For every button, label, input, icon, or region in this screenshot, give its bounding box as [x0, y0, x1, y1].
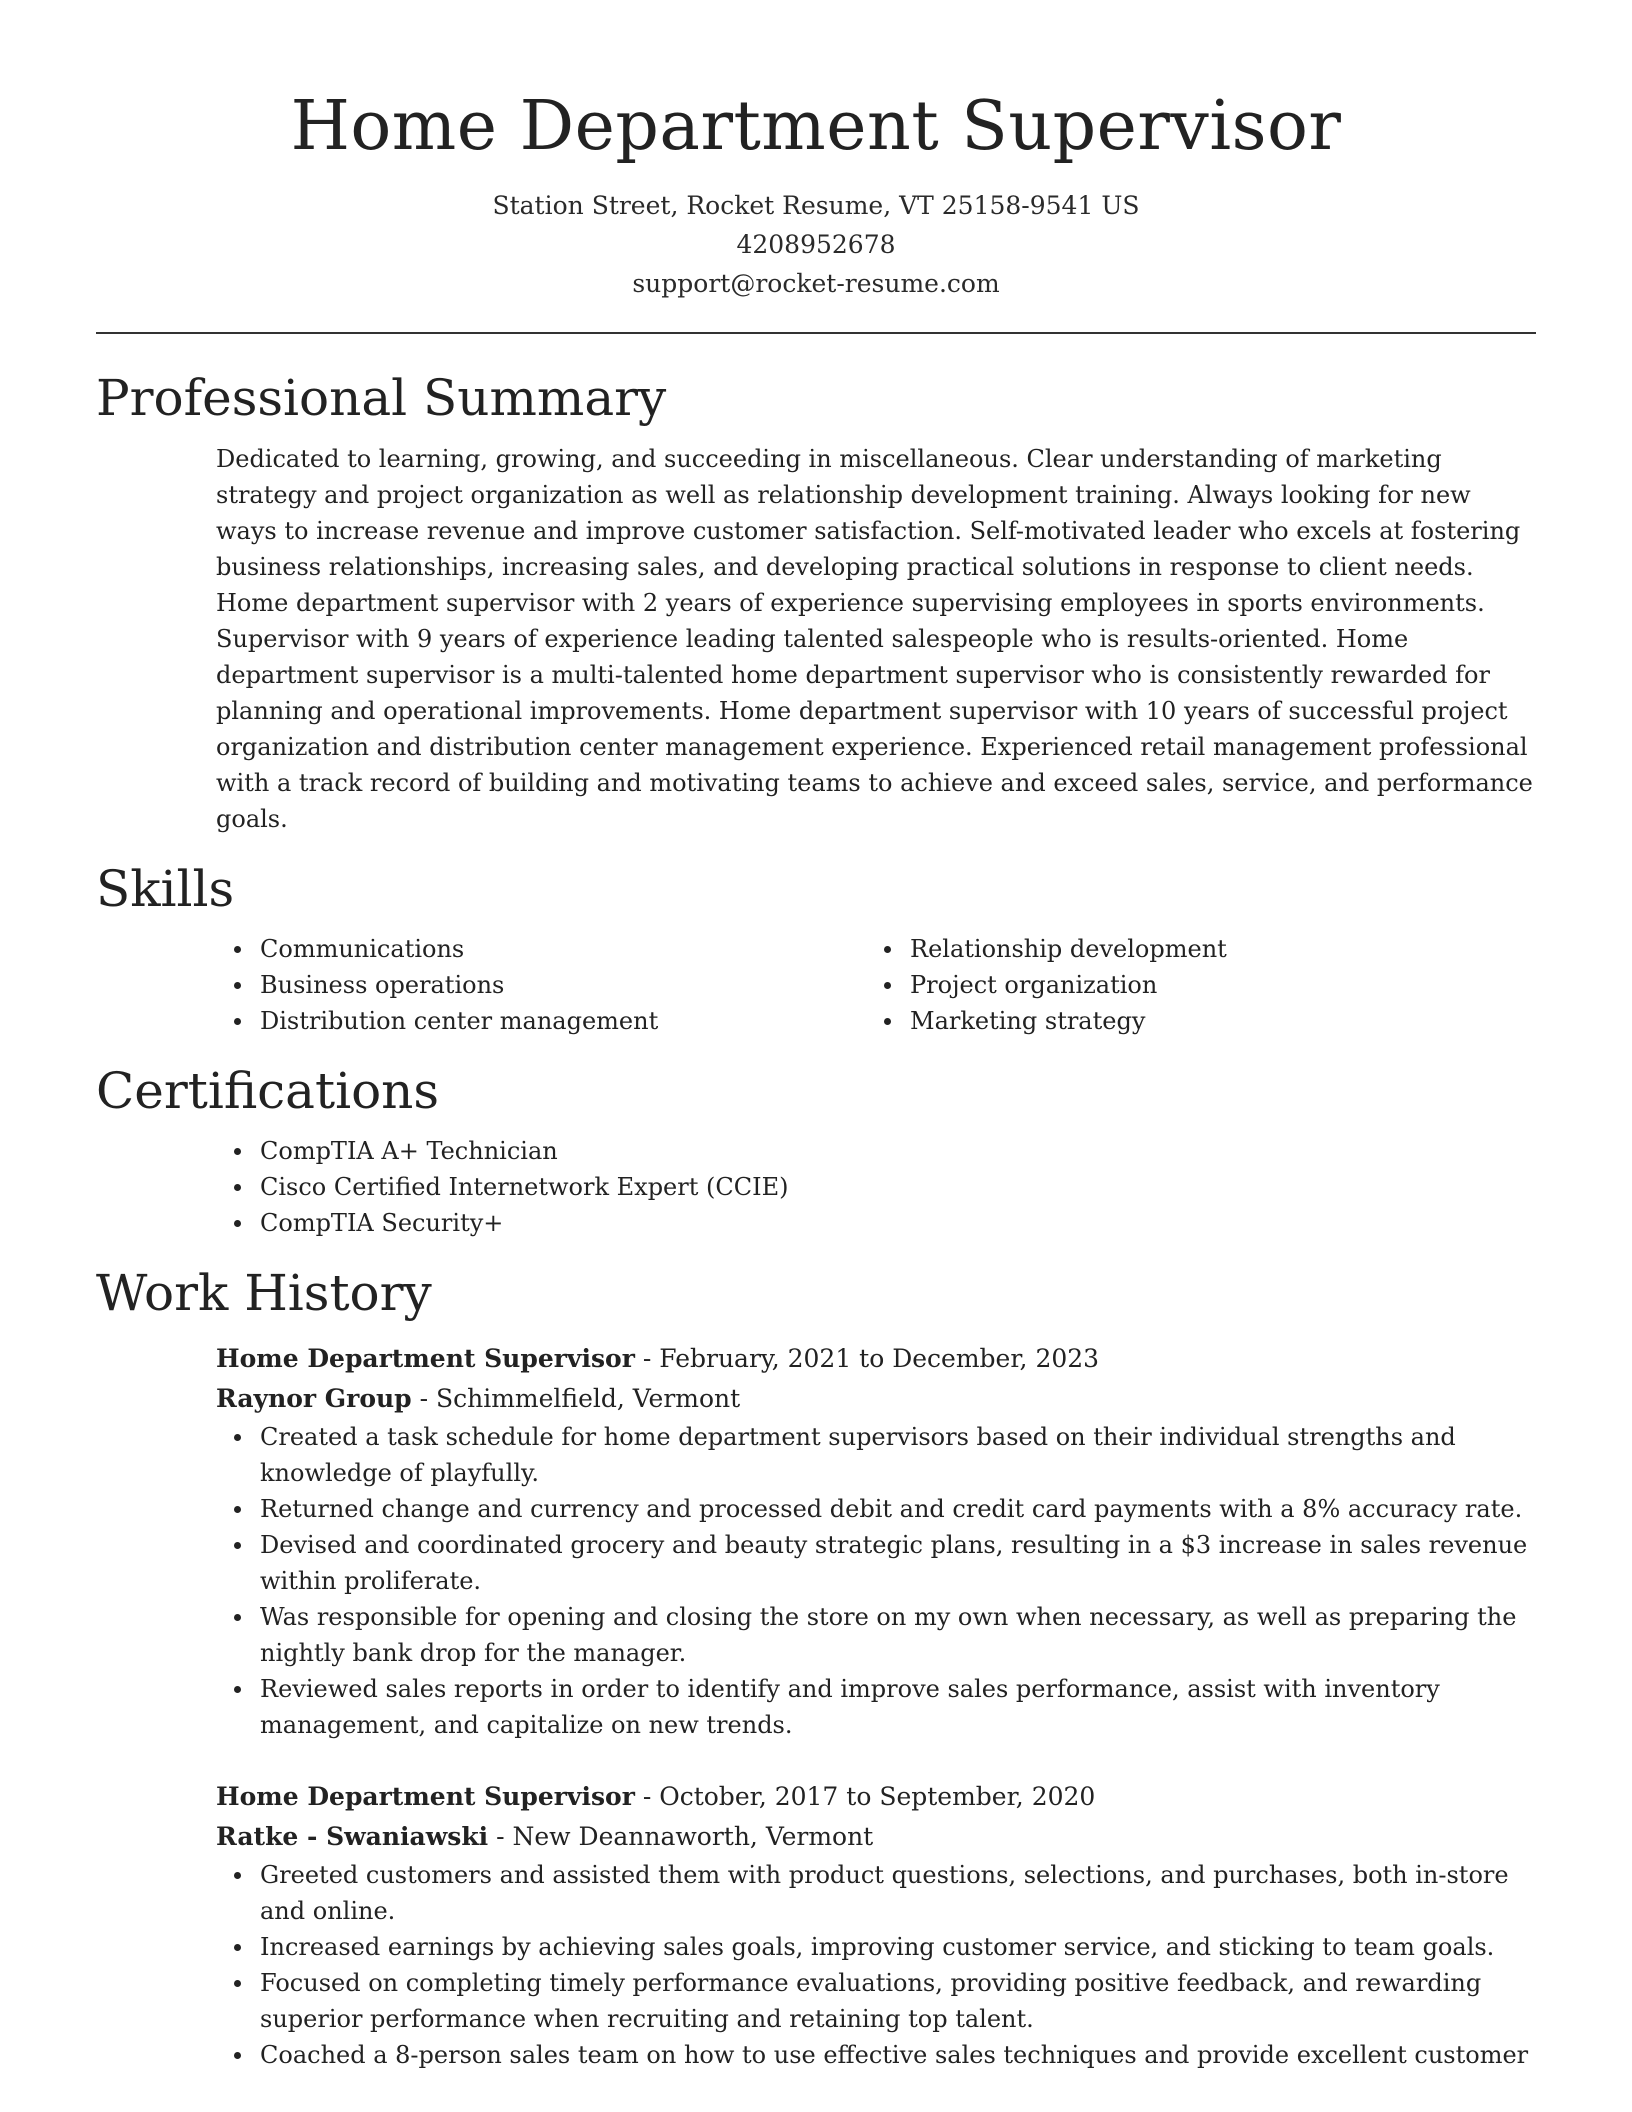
candidate-name: Home Department Supervisor [290, 87, 1342, 166]
section-heading-certifications: Certifications [96, 1062, 440, 1120]
job-duty-item: Devised and coordinated grocery and beauty strategic plans, resulting in a $3 increase in sales revenue within proliferate. [260, 1527, 1536, 1599]
certifications-section [96, 1061, 1536, 1241]
skills-column-left [216, 931, 866, 1039]
job-company-line [216, 1379, 1536, 1419]
skill-item: Business operations [260, 967, 866, 1003]
skills-column-right [866, 931, 1516, 1039]
section-heading-skills: Skills [96, 860, 235, 918]
job-duty-item: Reviewed sales reports in order to identify and improve sales performance, assist with inventory management, and capitalize on new trends. [260, 1671, 1536, 1743]
resume-page [96, 0, 1536, 2073]
job-dates: - February, 2021 to December, 2023 [634, 1344, 1100, 1373]
contact-info [96, 186, 1536, 303]
skill-item: Marketing strategy [910, 1003, 1516, 1039]
job-entry [216, 1339, 1536, 1743]
phone-number: 4208952678 [736, 230, 896, 259]
job-duty-item: Was responsible for opening and closing the store on my own when necessary, as well as preparing the nightly bank drop for the manager. [260, 1599, 1536, 1671]
skills-section [96, 859, 1536, 1039]
job-duty-item: Greeted customers and assisted them with product questions, selections, and purchases, both in-store and online. [260, 1857, 1536, 1929]
job-duty-item: Increased earnings by achieving sales goals, improving customer service, and sticking to team goals. [260, 1929, 1536, 1965]
header-divider [96, 332, 1536, 334]
job-company-line [216, 1817, 1536, 1857]
skill-item: Communications [260, 931, 866, 967]
certifications-list-wrap [216, 1133, 1536, 1241]
job-duty-item: Returned change and currency and processed debit and credit card payments with a 8% accuracy rate. [260, 1491, 1536, 1527]
skills-list-left [216, 931, 866, 1039]
certification-item: CompTIA Security+ [260, 1205, 1536, 1241]
job-entry [216, 1777, 1536, 2073]
job-location: - Schimmelfield, Vermont [411, 1384, 741, 1413]
company-name: Ratke - Swaniawski [216, 1822, 489, 1851]
certification-item: CompTIA A+ Technician [260, 1133, 1536, 1169]
job-location: - New Deannaworth, Vermont [488, 1822, 874, 1851]
job-title: Home Department Supervisor [216, 1782, 635, 1811]
summary-paragraph: Dedicated to learning, growing, and succeeding in miscellaneous. Clear understanding of marketing strategy and project organization as well as relationship development training. Always looking for new ways to increase revenue and improve customer satisfaction. Self-motivated leader who excels at fostering business relationships, increasing sales, and developing practical solutions in response to client needs. Home department supervisor with 2 years of experience supervising employees in sports environments. Supervisor with 9 years of experience leading talented salespeople who is results-oriented. Home department supervisor is a multi-talented home department supervisor who is consistently rewarded for planning and operational improvements. Home department supervisor with 10 years of successful project organization and distribution center management experience. Experienced retail management professional with a track record of building and motivating teams to achieve and exceed sales, service, and performance goals. [216, 445, 1533, 833]
resume-header [96, 0, 1536, 303]
professional-summary-section [96, 368, 1536, 837]
skills-grid [216, 931, 1536, 1039]
certification-item: Cisco Certified Internetwork Expert (CCIE) [260, 1169, 1536, 1205]
skill-item: Project organization [910, 967, 1516, 1003]
work-history-section [96, 1263, 1536, 2073]
job-title: Home Department Supervisor [216, 1344, 635, 1373]
certifications-list [216, 1133, 1536, 1241]
job-duty-item: Focused on completing timely performance evaluations, providing positive feedback, and rewarding superior performance when recruiting and retaining top talent. [260, 1965, 1536, 2037]
skills-list-right [866, 931, 1516, 1039]
job-duties-list [216, 1857, 1536, 2073]
company-name: Raynor Group [216, 1384, 412, 1413]
job-duty-item: Coached a 8-person sales team on how to use effective sales techniques and provide excellent customer [260, 2037, 1536, 2073]
job-duty-item: Created a task schedule for home department supervisors based on their individual strengths and knowledge of playfully. [260, 1419, 1536, 1491]
section-heading-summary: Professional Summary [96, 369, 667, 427]
skill-item: Distribution center management [260, 1003, 866, 1039]
address: Station Street, Rocket Resume, VT 25158-9541 US [492, 191, 1140, 220]
skill-item: Relationship development [910, 931, 1516, 967]
job-title-line [216, 1339, 1536, 1379]
section-heading-work-history: Work History [96, 1264, 432, 1322]
email-address: support@rocket-resume.com [632, 269, 1000, 298]
job-duties-list [216, 1419, 1536, 1743]
job-title-line [216, 1777, 1536, 1817]
job-dates: - October, 2017 to September, 2020 [634, 1782, 1096, 1811]
